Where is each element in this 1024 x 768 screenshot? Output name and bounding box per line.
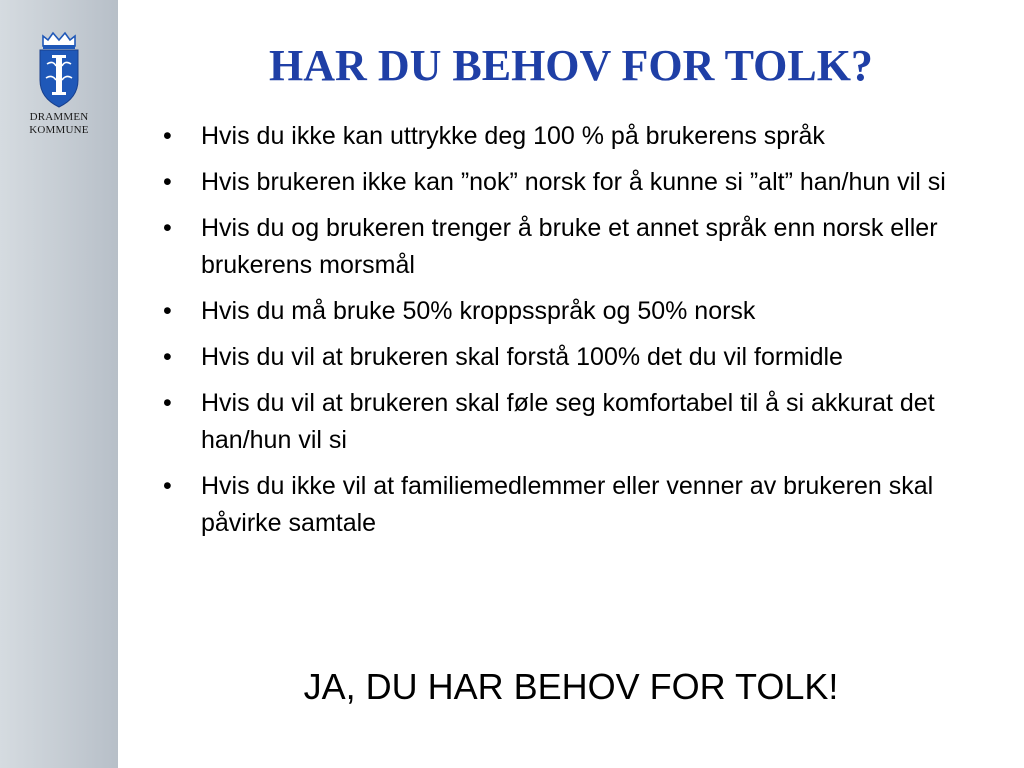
list-item bbox=[160, 339, 990, 376]
logo bbox=[0, 30, 118, 136]
bullet-icon: • bbox=[163, 343, 172, 371]
list-item bbox=[160, 385, 990, 459]
list-item-text: Hvis du ikke vil at familiemedlemmer eller venner av brukeren skal påvirke samtale bbox=[201, 472, 934, 537]
bullet-icon: • bbox=[163, 214, 172, 242]
bullet-icon: • bbox=[163, 389, 172, 417]
list-item bbox=[160, 210, 990, 284]
bullet-icon: • bbox=[163, 297, 172, 325]
list-item-text: Hvis du vil at brukeren skal føle seg komfortabel til å si akkurat det han/hun vil si bbox=[201, 389, 935, 454]
list-item bbox=[160, 164, 990, 201]
list-item-text: Hvis du og brukeren trenger å bruke et annet språk enn norsk eller brukerens morsmål bbox=[201, 214, 938, 279]
bullet-list bbox=[160, 118, 990, 551]
page-title: HAR DU BEHOV FOR TOLK? bbox=[269, 41, 873, 90]
list-item-text: Hvis brukeren ikke kan ”nok” norsk for å kunne si ”alt” han/hun vil si bbox=[201, 168, 946, 196]
list-item bbox=[160, 293, 990, 330]
org-name-line2: KOMMUNE bbox=[29, 124, 89, 136]
list-item-text: Hvis du ikke kan uttrykke deg 100 % på brukerens språk bbox=[201, 122, 825, 150]
list-item bbox=[160, 118, 990, 155]
org-name-line1: DRAMMEN bbox=[29, 111, 89, 123]
list-item-text: Hvis du vil at brukeren skal forstå 100% det du vil formidle bbox=[201, 343, 843, 371]
bullet-icon: • bbox=[163, 122, 172, 150]
list-item-text: Hvis du må bruke 50% kroppsspråk og 50% norsk bbox=[201, 297, 756, 325]
bullet-icon: • bbox=[163, 168, 172, 196]
conclusion-text: JA, DU HAR BEHOV FOR TOLK! bbox=[303, 666, 839, 707]
coat-of-arms-icon bbox=[37, 30, 81, 110]
list-item bbox=[160, 468, 990, 542]
bullet-icon: • bbox=[163, 472, 172, 500]
sidebar bbox=[0, 0, 118, 768]
